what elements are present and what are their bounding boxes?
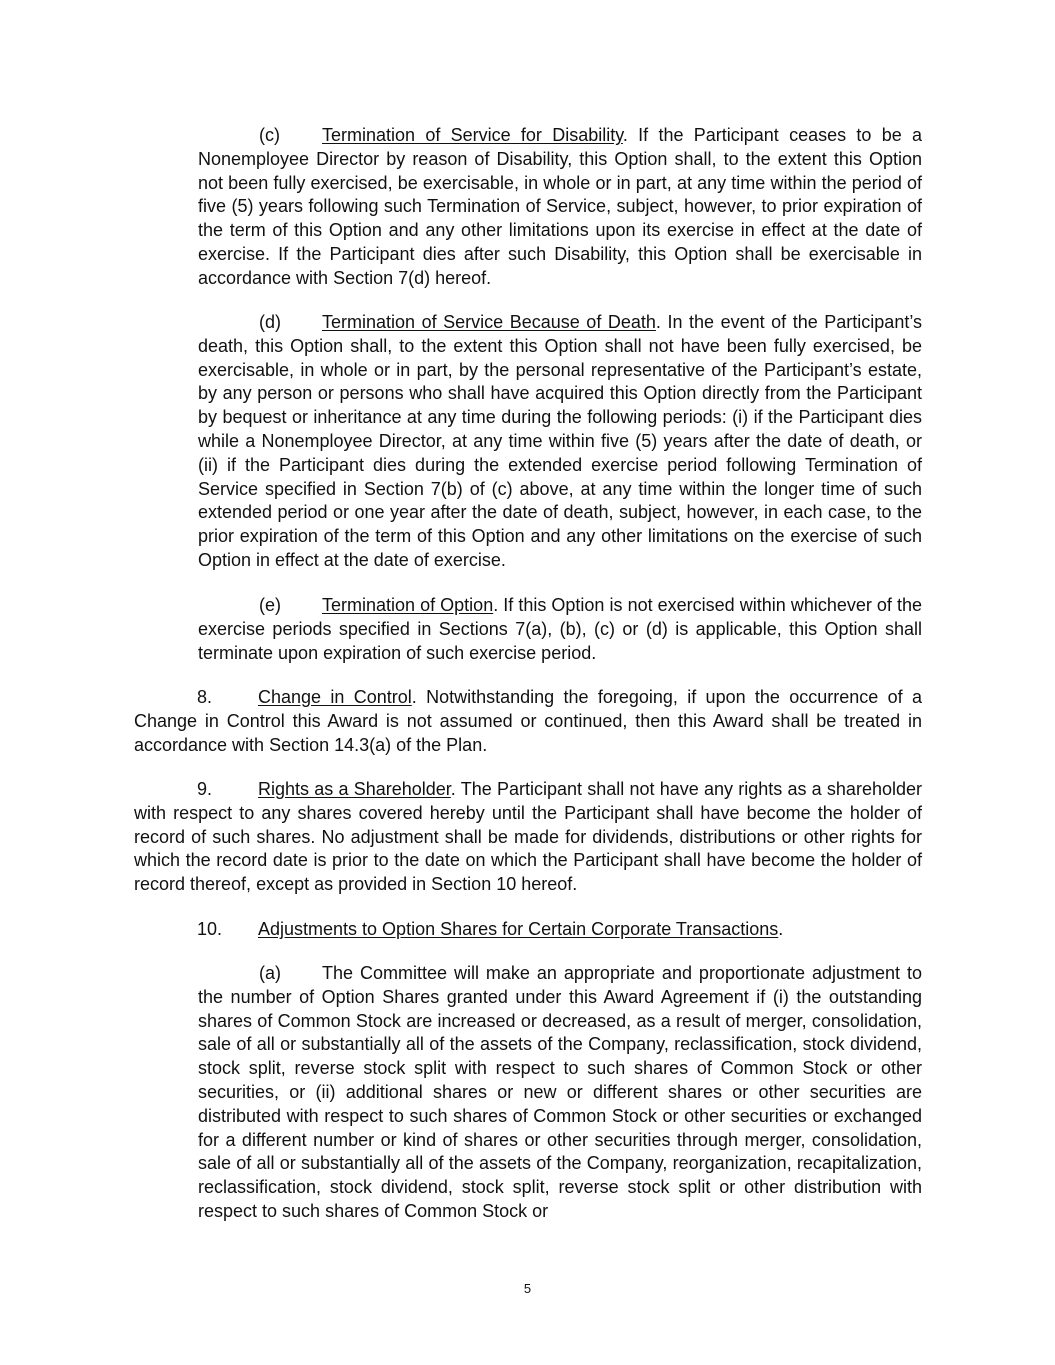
section-title: Rights as a Shareholder	[258, 779, 451, 799]
page-number: 5	[523, 1281, 532, 1296]
paragraph-body: . If the Participant ceases to be a Nonemployee Director by reason of Disability, this Option shall, to the extent this Option not been fully exercised, be exercisable, in whole or in part, at any time within the period of five (5) years following such Termination of Service, subject, however, to prior expiration of the term of this Option and any other limitations upon its exercise in effect at the date of exercise. If the Participant dies after such Disability, this Option shall be exercisable in accordance with Section 7(d) hereof.	[198, 125, 923, 288]
paragraph-title: Termination of Service for Disability	[322, 125, 623, 145]
section-body: . Notwithstanding the foregoing, if upon the occurrence of a Change in Control this Award is not assumed or continued, then this Award shall be treated in accordance with Section 14.3(a) of the Plan.	[134, 687, 922, 755]
paragraph-title: Termination of Service Because of Death	[322, 312, 656, 332]
section-10	[134, 918, 922, 942]
section-title: Adjustments to Option Shares for Certain Corporate Transactions	[258, 919, 779, 939]
section-8	[134, 686, 922, 757]
paragraph-title: Termination of Option	[322, 595, 494, 615]
section-body: .	[778, 919, 784, 939]
paragraph-7c	[198, 124, 922, 291]
section-body: . The Participant shall not have any rights as a shareholder with respect to any shares covered hereby until the Participant shall have become the holder of record of such shares. No adjustment shall be made for dividends, distributions or other rights for which the record date is prior to the date on which the Participant shall have become the holder of record thereof, except as provided in Section 10 hereof.	[134, 779, 922, 895]
section-number: 8.	[197, 687, 213, 707]
paragraph-body: The Committee will make an appropriate and proportionate adjustment to the number of Option Shares granted under this Award Agreement if (i) the outstanding shares of Common Stock are increased or decreased, as a result of merger, consolidation, sale of all or substantially all of the assets of the Company, reclassification, stock dividend, stock split, reverse stock split with respect to such shares of Common Stock or other securities, or (ii) additional shares or new or different shares or other securities are distributed with respect to such shares of Common Stock or other securities or exchanged for a different number or kind of shares or other securities through merger, consolidation, sale of all or substantially all of the assets of the Company, reorganization, recapitalization, reclassification, stock dividend, stock split, reverse stock split or other distribution with respect to such shares of Common Stock or	[198, 963, 922, 1221]
paragraph-7d	[198, 311, 922, 573]
section-number: 10.	[197, 919, 223, 939]
paragraph-number: (a)	[259, 963, 281, 983]
paragraph-body: . If this Option is not exercised within whichever of the exercise periods specified in Sections 7(a), (b), (c) or (d) is applicable, this Option shall terminate upon expiration of such exercise period.	[198, 595, 923, 663]
paragraph-10a	[198, 962, 922, 1224]
section-9	[134, 778, 922, 897]
section-title: Change in Control	[258, 687, 412, 707]
paragraph-number: (d)	[259, 312, 281, 332]
section-number: 9.	[197, 779, 213, 799]
paragraph-7e	[198, 594, 922, 665]
paragraph-body: . In the event of the Participant’s death, this Option shall, to the extent this Option shall not have been fully exercised, be exercisable, in whole or in part, by the personal representative of the Participant’s estate, by any person or persons who shall have acquired this Option directly from the Participant by bequest or inheritance at any time during the following periods: (i) if the Participant dies while a Nonemployee Director, at any time within five (5) years after the date of death, or (ii) if the Participant dies during the extended exercise period following Termination of Service specified in Section 7(b) of (c) above, at any time within the longer time of such extended period or one year after the date of death, subject, however, in each case, to the prior expiration of the term of this Option and any other limitations on the exercise of such Option in effect at the date of exercise.	[198, 312, 923, 570]
paragraph-number: (c)	[259, 125, 280, 145]
paragraph-number: (e)	[259, 595, 281, 615]
